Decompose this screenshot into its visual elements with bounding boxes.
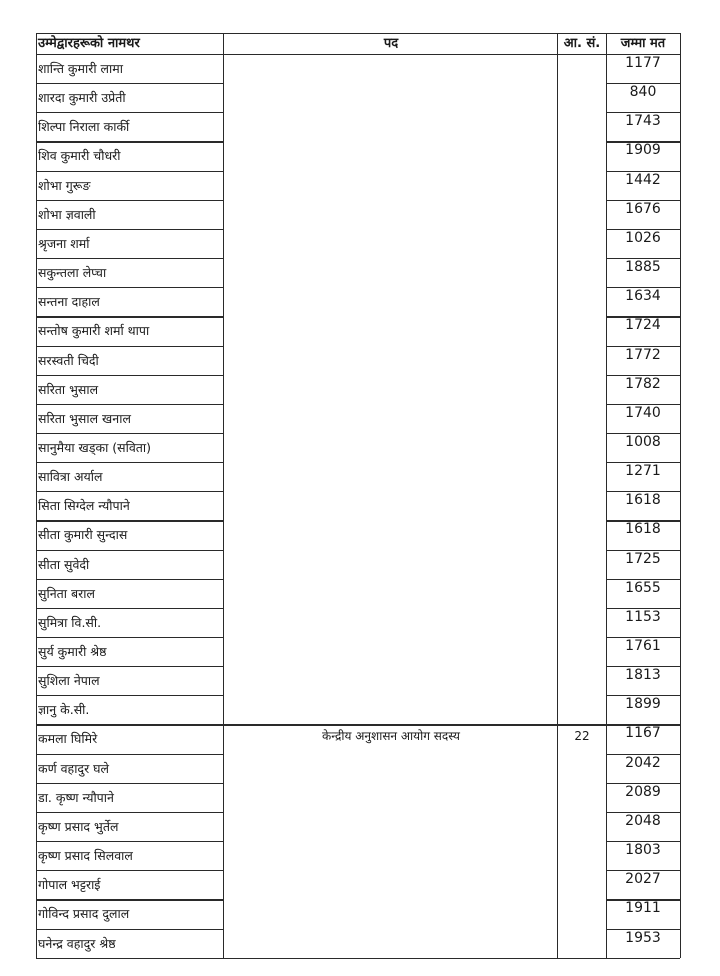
candidate-name: कृष्ण प्रसाद सिलवाल xyxy=(38,848,133,864)
candidate-votes: 1772 xyxy=(625,346,661,363)
candidate-name: सन्तना दाहाल xyxy=(38,294,100,310)
candidate-name: शिव कुमारी चौधरी xyxy=(38,148,121,164)
candidate-name: सुशिला नेपाल xyxy=(38,673,100,689)
candidate-votes: 1618 xyxy=(625,492,661,509)
candidate-name: सीता सुवेदी xyxy=(38,556,90,572)
candidate-votes: 1167 xyxy=(625,725,661,742)
candidate-votes: 1743 xyxy=(625,113,661,130)
candidate-name: कृष्ण प्रसाद भुर्तेल xyxy=(38,818,119,834)
candidate-name: सरिता भुसाल खनाल xyxy=(38,410,131,426)
group-post-title: केन्द्रीय अनुशासन आयोग सदस्य xyxy=(322,729,460,744)
candidate-votes: 840 xyxy=(629,84,657,101)
candidate-votes: 1634 xyxy=(625,288,661,305)
candidate-name: सानुमैया खड्का (सविता) xyxy=(38,439,152,455)
candidate-name: श्रृजना शर्मा xyxy=(38,235,90,251)
candidate-name: सरस्वती चिदी xyxy=(38,352,99,368)
header-seat: आ. सं. xyxy=(563,36,601,51)
candidate-votes: 1911 xyxy=(625,900,661,917)
candidate-votes: 2027 xyxy=(625,871,661,888)
candidate-votes: 1618 xyxy=(625,521,661,538)
candidate-name: सिता सिग्देल न्यौपाने xyxy=(38,498,130,514)
candidate-name: डा. कृष्ण न्यौपाने xyxy=(38,789,114,805)
header-votes: जम्मा मत xyxy=(620,36,666,51)
candidate-name: सुमित्रा वि.सी. xyxy=(38,614,102,630)
header-name: उम्मेद्वारहरूको नामथर xyxy=(38,36,140,51)
candidate-votes: 1813 xyxy=(625,667,661,684)
table-bottom-border xyxy=(36,958,680,959)
candidate-votes: 1153 xyxy=(625,608,661,625)
name-column-border xyxy=(223,33,224,958)
candidate-votes: 1740 xyxy=(625,404,661,421)
candidate-votes: 1177 xyxy=(625,55,661,71)
candidate-name: कमला घिमिरे xyxy=(38,731,98,747)
candidate-votes: 1761 xyxy=(625,638,661,654)
candidate-name: ज्ञानु के.सी. xyxy=(38,702,90,718)
candidate-name: सावित्रा अर्याल xyxy=(38,469,103,485)
post-column-border xyxy=(557,33,558,958)
candidate-name: गोविन्द प्रसाद दुलाल xyxy=(38,906,130,922)
candidate-name: शान्ति कुमारी लामा xyxy=(38,61,123,76)
group-seat-count: 22 xyxy=(574,729,590,744)
candidate-votes: 1725 xyxy=(625,550,661,567)
candidate-name: शिल्पा निराला कार्की xyxy=(38,119,130,135)
candidate-votes: 1724 xyxy=(625,317,661,334)
candidate-votes: 1782 xyxy=(625,375,661,392)
candidate-name: घनेन्द्र वहादुर श्रेष्ठ xyxy=(38,935,116,951)
candidate-votes: 1655 xyxy=(625,579,661,596)
candidate-votes: 1442 xyxy=(625,171,661,188)
candidate-name: शारदा कुमारी उप्रेती xyxy=(38,90,126,106)
candidate-name: शोभा ज्ञवाली xyxy=(38,206,96,222)
table-right-border xyxy=(680,33,681,958)
candidate-votes: 2089 xyxy=(625,783,661,800)
candidate-votes: 1803 xyxy=(625,842,661,859)
candidate-name: सीता कुमारी सुन्दास xyxy=(38,527,128,543)
seat-column-border xyxy=(606,33,607,958)
candidate-votes: 1008 xyxy=(625,433,661,450)
candidate-name: सकुन्तला लेप्चा xyxy=(38,265,107,281)
candidate-name: सुर्य कुमारी श्रेष्ठ xyxy=(38,644,107,659)
candidate-name: सुनिता बराल xyxy=(38,585,95,601)
candidate-votes: 1953 xyxy=(625,929,661,946)
candidate-votes: 2048 xyxy=(625,812,661,829)
candidate-votes: 1676 xyxy=(625,200,661,217)
candidate-votes: 1026 xyxy=(625,229,661,246)
candidate-name: शोभा गुरूङ xyxy=(38,177,91,193)
candidate-votes: 1909 xyxy=(625,142,661,159)
candidate-name: सरिता भुसाल xyxy=(38,381,99,397)
candidate-votes: 2042 xyxy=(625,754,661,771)
candidate-name: गोपाल भट्टराई xyxy=(38,877,101,893)
table-left-border xyxy=(36,33,37,958)
candidate-votes: 1899 xyxy=(625,696,661,713)
candidate-name: कर्ण वहादुर घले xyxy=(38,760,110,776)
candidate-votes: 1271 xyxy=(625,463,661,480)
header-post: पद xyxy=(383,36,399,51)
candidate-votes: 1885 xyxy=(625,259,661,276)
candidate-name: सन्तोष कुमारी शर्मा थापा xyxy=(38,323,150,339)
